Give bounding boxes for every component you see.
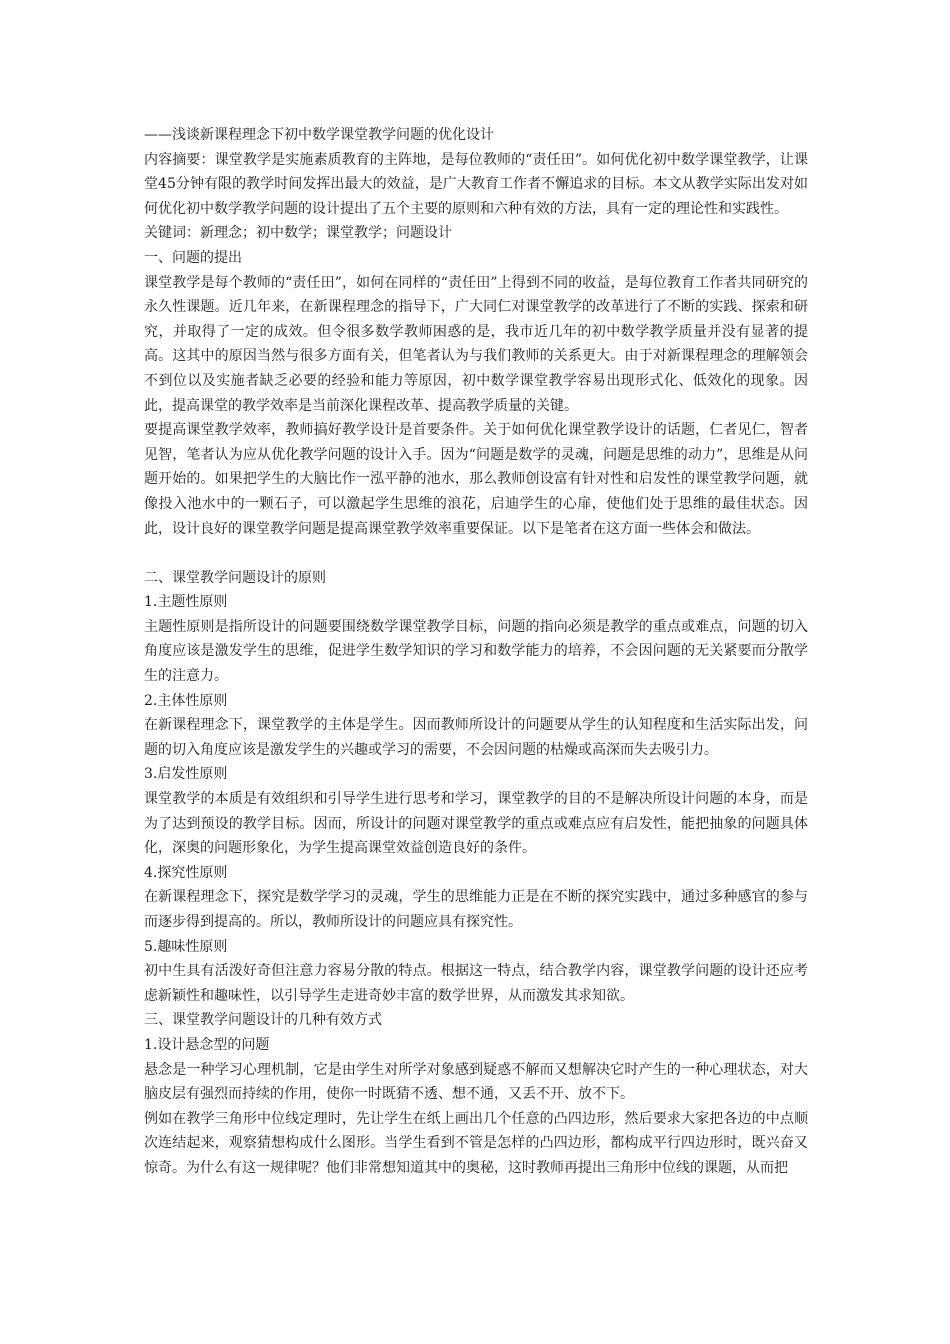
section-heading-3: 三、课堂教学问题设计的几种有效方式 — [144, 1012, 382, 1029]
body-paragraph: 悬念是一种学习心理机制，它是由学生对所学对象感到疑惑不解而又想解决它时产生的一种心理状态，对大脑皮层有强烈而持续的作用，使你一时既猜不透、想不通，又丢不开、放不下。 — [144, 1061, 808, 1103]
document-page — [144, 123, 808, 1181]
body-paragraph: 主题性原则是指所设计的问题要围绕数学课堂教学目标，问题的指向必须是教学的重点或难点，问题的切入角度应该是激发学生的思维，促进学生数学知识的学习和数学能力的培养，不会因问题的无关紧要而分散学生的注意力。 — [144, 618, 808, 685]
blank-line — [144, 541, 808, 566]
principle-heading: 2.主体性原则 — [144, 692, 228, 709]
principle-heading: 1.主题性原则 — [144, 594, 228, 611]
body-paragraph: 课堂教学的本质是有效组织和引导学生进行思考和学习，课堂教学的目的不是解决所设计问题的本身，而是为了达到预设的教学目标。因而，所设计的问题对课堂教学的重点或难点应有启发性，能把抽象的问题具体化，深奥的问题形象化，为学生提高课堂效益创造良好的条件。 — [144, 791, 808, 857]
body-paragraph: 在新课程理念下，探究是数学学习的灵魂，学生的思维能力正是在不断的探究实践中，通过多种感官的参与而逐步得到提高的。所以，教师所设计的问题应具有探究性。 — [144, 889, 808, 930]
principle-heading: 5.趣味性原则 — [144, 938, 228, 955]
keywords-line: 关键词：新理念；初中数学；课堂教学；问题设计 — [144, 225, 452, 242]
document-subtitle: ——浅谈新课程理念下初中数学课堂教学问题的优化设计 — [144, 127, 494, 143]
section-heading-1: 一、问题的提出 — [144, 249, 242, 266]
abstract-paragraph: 内容摘要：课堂教学是实施素质教育的主阵地，是每位教师的“责任田”。如何优化初中数学课堂教学，让课堂45分钟有限的教学时间发挥出最大的效益，是广大教育工作者不懈追求的目标。本文从教学实际出发对如何优化初中数学教学问题的设计提出了五个主要的原则和六种有效的方法，具有一定的理论性和实践性。 — [144, 151, 808, 217]
section-heading-2: 二、课堂教学问题设计的原则 — [144, 569, 326, 586]
body-paragraph: 初中生具有活泼好奇但注意力容易分散的特点。根据这一特点，结合教学内容，课堂教学问题的设计还应考虑新颖性和趣味性，以引导学生走进奇妙丰富的数学世界，从而激发其求知欲。 — [144, 963, 808, 1004]
principle-heading: 4.探究性原则 — [144, 864, 228, 881]
principle-heading: 3.启发性原则 — [144, 766, 228, 783]
body-paragraph: 要提高课堂教学效率，教师搞好教学设计是首要条件。关于如何优化课堂教学设计的话题，仁者见仁，智者见智，笔者认为应从优化教学问题的设计入手。因为“问题是数学的灵魂，问题是思维的动力”，思维是从问题开始的。如果把学生的大脑比作一泓平静的池水，那么教师创设富有针对性和启发性的课堂教学问题，就像投入池水中的一颗石子，可以激起学生思维的浪花，启迪学生的心扉，使他们处于思维的最佳状态。因此，设计良好的课堂教学问题是提高课堂教学效率重要保证。以下是笔者在这方面一些体会和做法。 — [144, 422, 808, 537]
body-paragraph: 在新课程理念下，课堂教学的主体是学生。因而教师所设计的问题要从学生的认知程度和生活实际出发，问题的切入角度应该是激发学生的兴趣或学习的需要，不会因问题的枯燥或高深而失去吸引力。 — [144, 717, 808, 758]
body-paragraph: 课堂教学是每个教师的“责任田”，如何在同样的“责任田”上得到不同的收益，是每位教育工作者共同研究的永久性课题。近几年来，在新课程理念的指导下，广大同仁对课堂教学的改革进行了不断的实践、探索和研究，并取得了一定的成效。但令很多数学教师困惑的是，我市近几年的初中数学教学质量并没有显著的提高。这其中的原因当然与很多方面有关，但笔者认为与我们教师的关系更大。由于对新课程理念的理解领会不到位以及实施者缺乏必要的经验和能力等原因，初中数学课堂教学容易出现形式化、低效化的现象。因此，提高课堂的教学效率是当前深化课程改革、提高教学质量的关键。 — [144, 274, 808, 414]
body-paragraph: 例如在教学三角形中位线定理时，先让学生在纸上画出几个任意的凸四边形，然后要求大家把各边的中点顺次连结起来，观察猜想构成什么图形。当学生看到不管是怎样的凸四边形，都构成平行四边形时，既兴奋又惊奇。为什么有这一规律呢？他们非常想知道其中的奥秘，这时教师再提出三角形中位线的课题，从而把 — [144, 1110, 808, 1176]
method-heading: 1.设计悬念型的问题 — [144, 1036, 270, 1053]
